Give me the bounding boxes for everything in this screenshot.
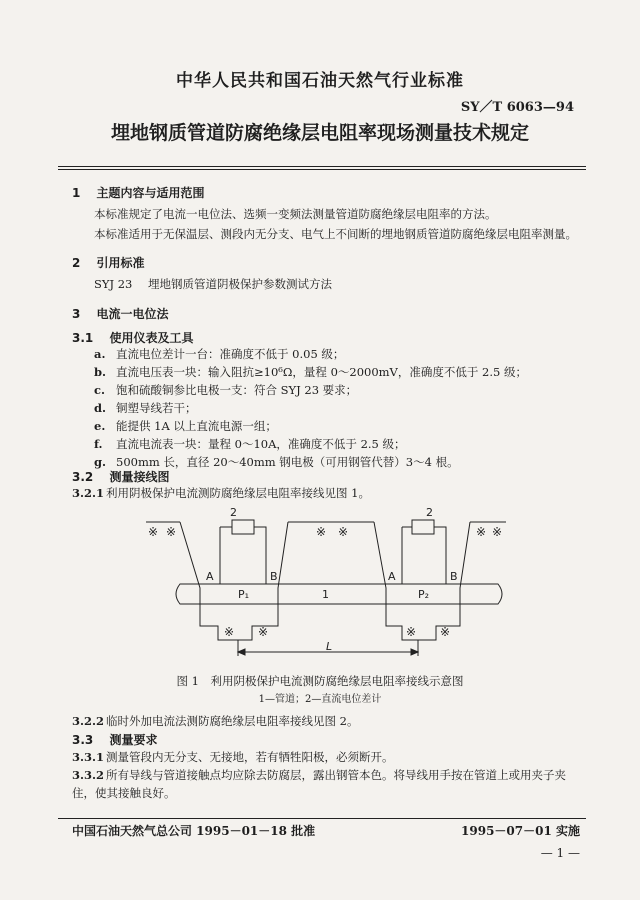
- hatch-mark: ※: [166, 525, 177, 539]
- equipment-item-f: [94, 436, 406, 452]
- hatch-mark: ※: [148, 525, 159, 539]
- label-distance-L: L: [326, 640, 333, 653]
- section-3-title: 电流一电位法: [96, 307, 169, 321]
- hatch-mark: ※: [406, 625, 417, 639]
- item-text: 饱和硫酸铜参比电极一支：符合 SYJ 23 要求；: [116, 383, 358, 397]
- clause-number: 3.3.1: [72, 750, 105, 764]
- hatch-mark: ※: [258, 625, 269, 639]
- label-B1: B: [270, 570, 278, 583]
- hatch-mark: ※: [492, 525, 503, 539]
- figure-1-caption: 图 1 利用阴极保护电流测防腐绝缘层电阻率接线示意图: [176, 674, 464, 688]
- reference-code: SYJ 23: [94, 277, 133, 291]
- clause-3-2-2: [72, 713, 358, 729]
- label-pipe: 1: [322, 588, 329, 601]
- equipment-item-d: [94, 400, 197, 416]
- label-A1: A: [206, 570, 214, 583]
- hatch-mark: ※: [224, 625, 235, 639]
- footer-rule: [58, 818, 586, 819]
- clause-text: 测量管段内无分支、无接地，若有牺牲阳极，必须断开。: [106, 750, 394, 764]
- hatch-mark: ※: [476, 525, 487, 539]
- label-P1: P₁: [238, 588, 250, 601]
- pipeline-body: [176, 584, 502, 604]
- clause-number: 3.2.2: [72, 714, 105, 728]
- potentiometer-2: [412, 520, 434, 534]
- equipment-item-e: [94, 418, 277, 434]
- effective-date: 1995－07－01 实施: [461, 824, 580, 838]
- standard-category: 中华人民共和国石油天然气行业标准: [176, 71, 464, 91]
- section-3-3-heading: [72, 731, 157, 748]
- clause-3-3-2-continued: 住，使其接触良好。: [72, 786, 176, 800]
- document-title: 埋地钢质管道防腐绝缘层电阻率现场测量技术规定: [110, 122, 529, 144]
- section-3-2-heading: [72, 468, 169, 485]
- item-text: 铜塑导线若干；: [116, 401, 197, 415]
- label-P2: P₂: [418, 588, 430, 601]
- section-3-3-title: 测量要求: [109, 733, 158, 747]
- figure-1-wiring-diagram: [140, 508, 510, 670]
- section-3-1-heading: [72, 329, 193, 346]
- section-3-2-title: 测量接线图: [109, 470, 170, 484]
- section-1-number: 1: [72, 186, 81, 200]
- clause-text: 利用阴极保护电流测防腐绝缘层电阻率接线见图 1。: [106, 486, 370, 500]
- section-3-1-title: 使用仪表及工具: [109, 331, 194, 345]
- header-rule-thin: [58, 169, 586, 170]
- distance-arrow-right: [411, 649, 418, 655]
- section-3-number: 3: [72, 307, 81, 321]
- standard-number: SY／T 6063—94: [460, 100, 574, 115]
- section-2-number: 2: [72, 256, 81, 270]
- potentiometer-1: [232, 520, 254, 534]
- section-2-title: 引用标准: [96, 256, 145, 270]
- item-text: 500mm 长，直径 20～40mm 钢电极（可用钢管代替）3～4 根。: [116, 455, 459, 469]
- label-A2: A: [388, 570, 396, 583]
- section-3-heading: [72, 305, 169, 322]
- section-3-1-number: 3.1: [72, 331, 94, 345]
- hatch-mark: ※: [316, 525, 327, 539]
- reference-entry: [94, 276, 332, 292]
- clause-text-line-1: 所有导线与管道接触点均应除去防腐层，露出钢管本色。将导线用手按在管道上或用夹子夹: [106, 768, 566, 782]
- section-1-para-1: 本标准规定了电流一电位法、选频一变频法测量管道防腐绝缘层电阻率的方法。: [94, 207, 497, 221]
- wire-2-right: [434, 527, 446, 578]
- section-1-heading: [72, 184, 205, 201]
- item-label: d.: [94, 401, 107, 415]
- approval-line: 中国石油天然气总公司 1995－01－18 批准: [72, 824, 316, 838]
- label-meter-1: 2: [230, 508, 237, 519]
- clause-number: 3.3.2: [72, 768, 105, 782]
- clause-text: 临时外加电流法测防腐绝缘层电阻率接线见图 2。: [106, 714, 359, 728]
- item-text: 直流电位差计一台：准确度不低于 0.05 级；: [116, 347, 345, 361]
- item-label: c.: [94, 383, 106, 397]
- hatch-mark: ※: [440, 625, 451, 639]
- section-3-3-number: 3.3: [72, 733, 94, 747]
- item-text: 直流电流表一块：量程 0～10A，准确度不低于 2.5 级；: [116, 437, 406, 451]
- page-number: — 1 —: [540, 846, 580, 860]
- header-rule-thick: [58, 166, 586, 167]
- item-label: g.: [94, 455, 107, 469]
- wire-1-right: [254, 527, 266, 578]
- item-label: e.: [94, 419, 106, 433]
- distance-arrow-left: [238, 649, 245, 655]
- section-1-title: 主题内容与适用范围: [96, 186, 205, 200]
- label-B2: B: [450, 570, 458, 583]
- item-label: f.: [94, 437, 103, 451]
- item-text: 直流电压表一块：输入阻抗≥10⁶Ω，量程 0～2000mV，准确度不低于 2.5 级；: [116, 365, 527, 379]
- hatch-mark: ※: [338, 525, 349, 539]
- figure-1-legend: 1—管道；2—直流电位差计: [258, 694, 382, 705]
- section-1-para-2: 本标准适用于无保温层、测段内无分支、电气上不间断的埋地钢质管道防腐绝缘层电阻率测量。: [94, 227, 577, 241]
- equipment-item-a: [94, 346, 344, 362]
- item-label: a.: [94, 347, 106, 361]
- equipment-item-b: [94, 364, 527, 380]
- clause-number: 3.2.1: [72, 486, 105, 500]
- clause-3-3-2: [72, 767, 566, 783]
- section-3-2-number: 3.2: [72, 470, 94, 484]
- reference-title: 埋地钢质管道阴极保护参数测试方法: [148, 277, 333, 291]
- label-meter-2: 2: [426, 508, 433, 519]
- item-text: 能提供 1A 以上直流电源一组；: [116, 419, 277, 433]
- clause-3-2-1: [72, 485, 370, 501]
- item-label: b.: [94, 365, 107, 379]
- section-2-heading: [72, 254, 145, 271]
- equipment-item-c: [94, 382, 357, 398]
- clause-3-3-1: [72, 749, 394, 765]
